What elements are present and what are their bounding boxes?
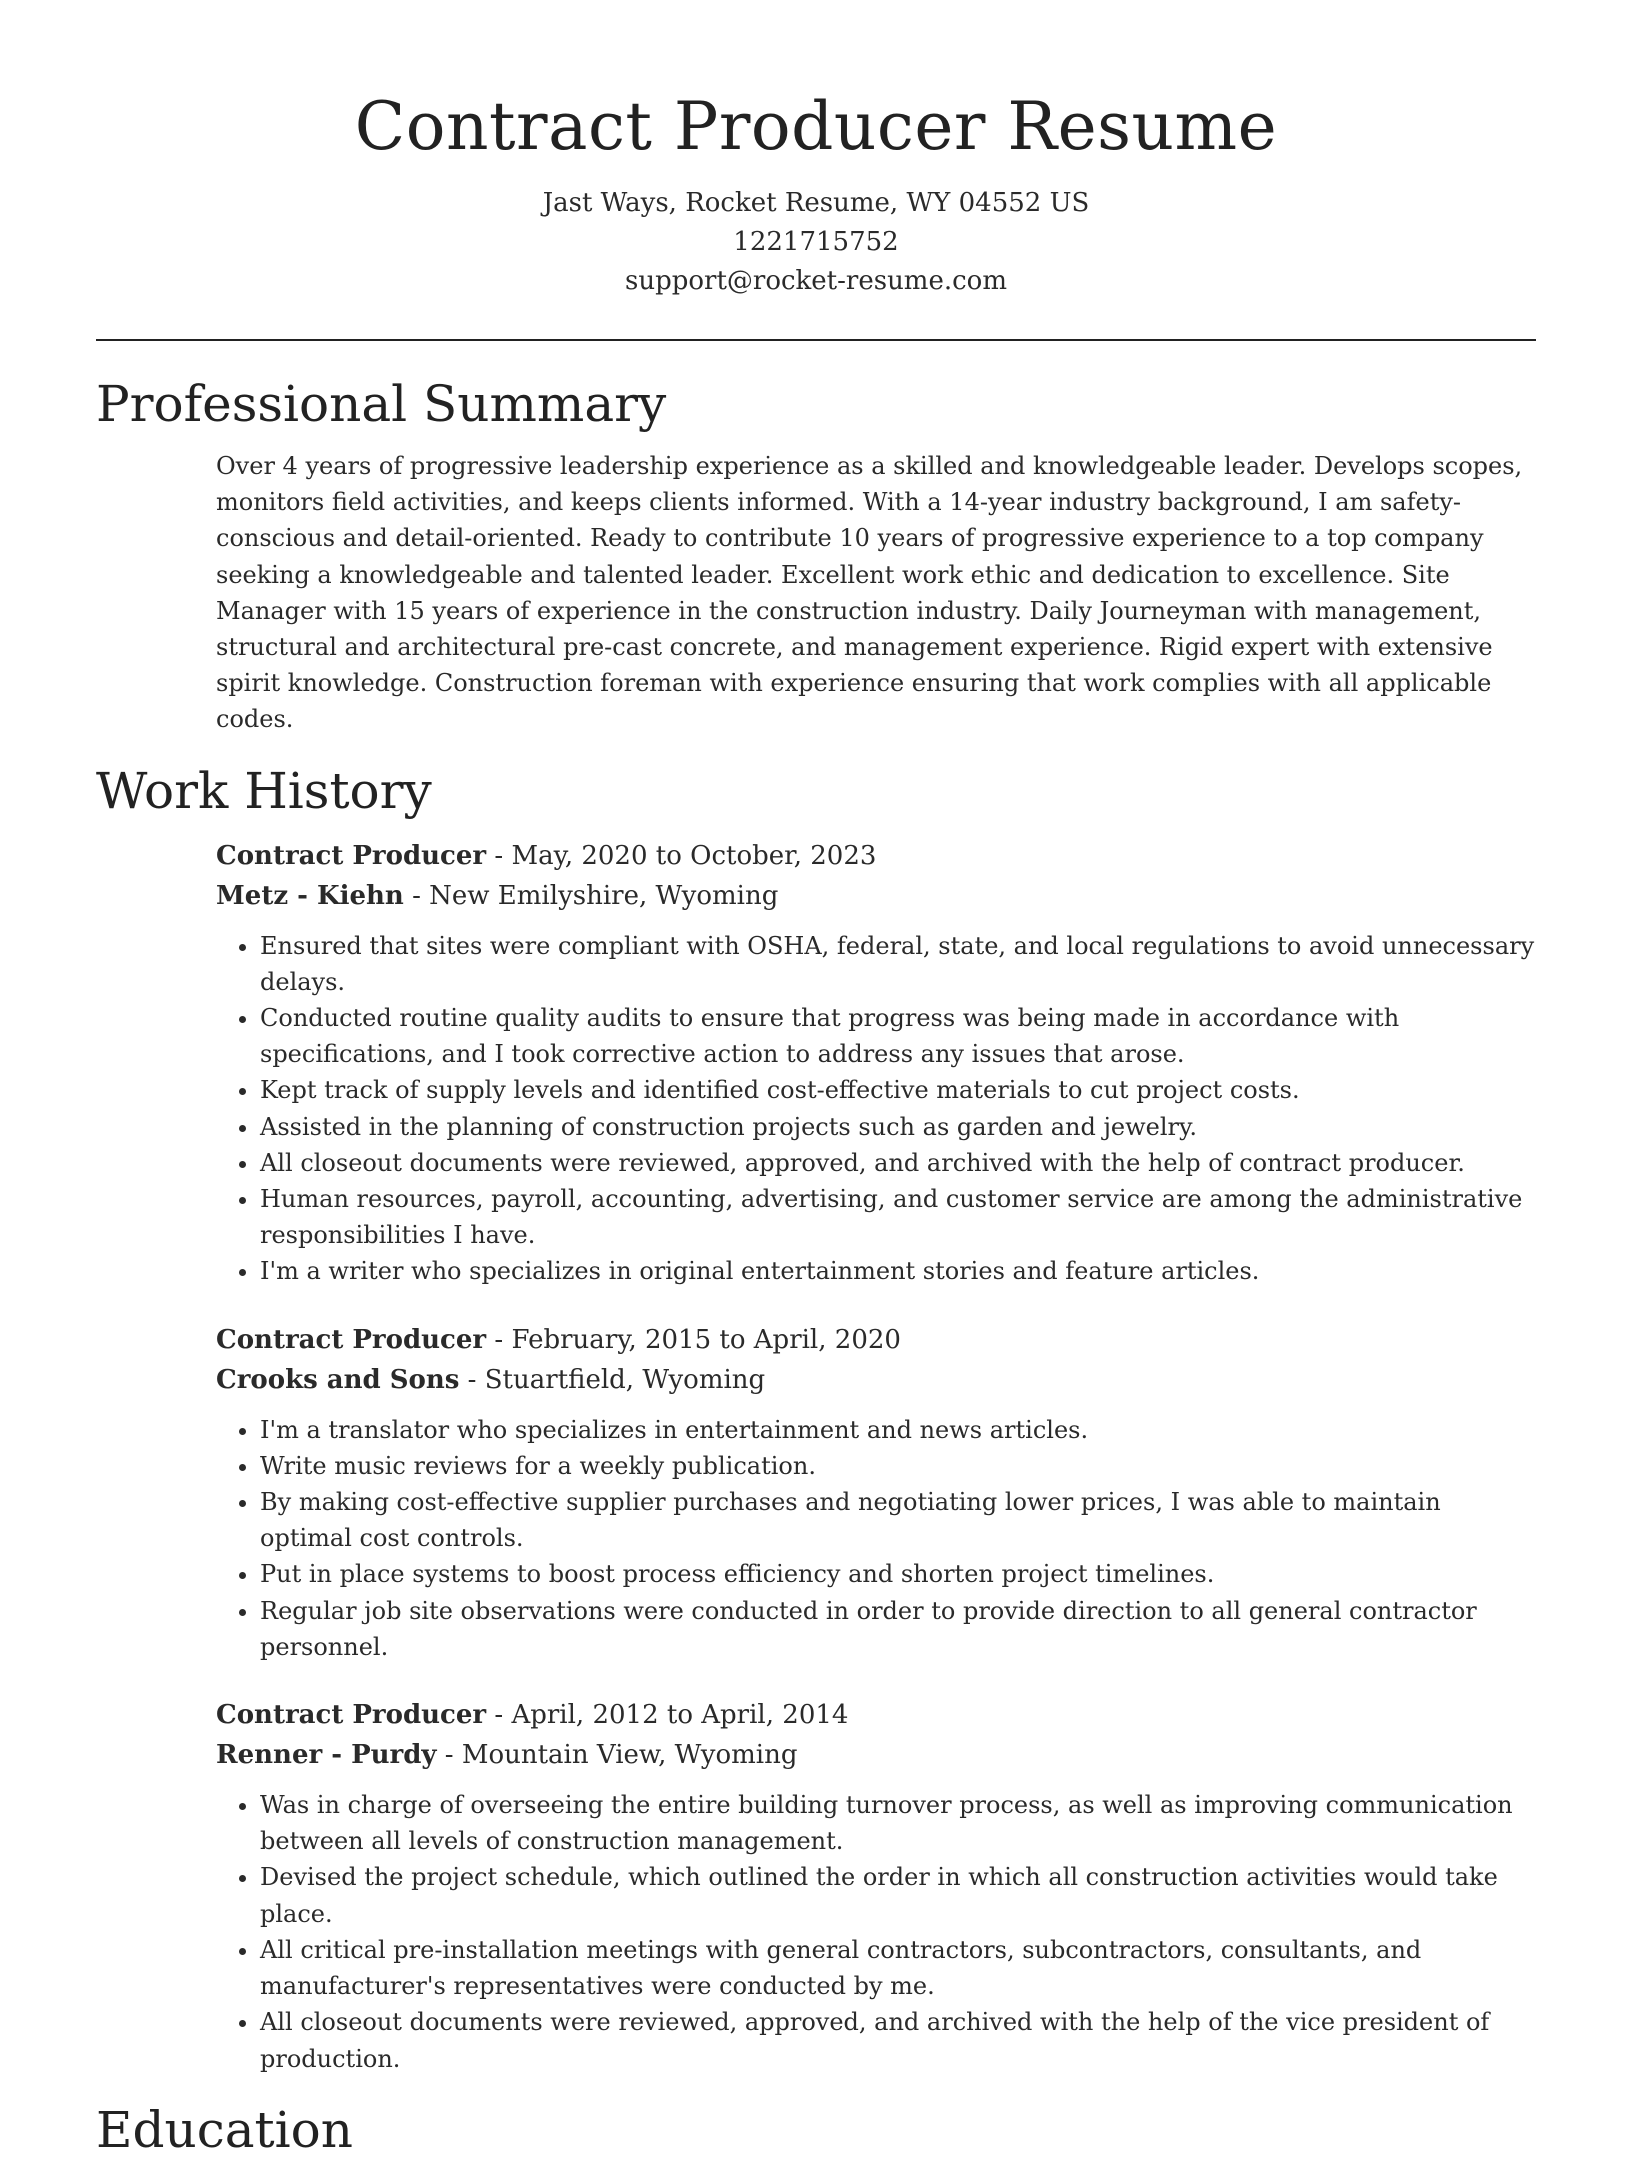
list-item: • All closeout documents were reviewed, approved, and archived with the help of the vice president of production. [260, 2004, 1536, 2076]
job-location: - Mountain View, Wyoming [436, 1740, 798, 1771]
contact-phone: 1221715752 [733, 227, 899, 257]
list-item: • Put in place systems to boost process efficiency and shorten project timelines. [260, 1556, 1536, 1592]
job-entry [216, 1695, 1536, 2077]
job-title: Contract Producer [216, 1700, 487, 1731]
contact-info [96, 184, 1536, 301]
section-title-work-history: Work History [96, 761, 432, 820]
summary-text: Over 4 years of progressive leadership experience as a skilled and knowledgeable leader. Develops scopes, monitors field activities, and keeps clients informed. With a 14-year industry background, I am safety-conscious and detail-oriented. Ready to contribute 10 years of progressive experience to a top company seeking a knowledgeable and talented leader. Excellent work ethic and dedication to excellence. Site Manager with 15 years of experience in the construction industry. Daily Journeyman with management, structural and architectural pre-cast concrete, and management experience. Rigid expert with extensive spirit knowledge. Construction foreman with experience ensuring that work complies with all applicable codes. [216, 452, 1523, 734]
page-title: Contract Producer Resume [354, 88, 1278, 165]
list-item: • Conducted routine quality audits to ensure that progress was being made in accordance with specifications, and I took corrective action to address any issues that arose. [260, 1000, 1536, 1072]
job-dates: - April, 2012 to April, 2014 [486, 1700, 849, 1731]
job-entry [216, 1320, 1536, 1665]
list-item: • I'm a translator who specializes in entertainment and news articles. [260, 1412, 1536, 1448]
section-title-summary: Professional Summary [96, 375, 667, 433]
job-entry [216, 836, 1536, 1290]
list-item: • I'm a writer who specializes in original entertainment stories and feature articles. [260, 1253, 1536, 1289]
list-item: • All closeout documents were reviewed, approved, and archived with the help of contract producer. [260, 1145, 1536, 1181]
header-divider [96, 339, 1536, 341]
contact-address: Jast Ways, Rocket Resume, WY 04552 US [542, 188, 1090, 218]
section-title-education: Education [96, 2100, 353, 2159]
job-title-line [216, 1695, 1536, 1735]
contact-email: support@rocket-resume.com [624, 266, 1007, 296]
list-item: • Regular job site observations were conducted in order to provide direction to all general contractor personnel. [260, 1593, 1536, 1665]
job-company-line [216, 876, 1536, 916]
list-item: • By making cost-effective supplier purchases and negotiating lower prices, I was able to maintain optimal cost controls. [260, 1484, 1536, 1556]
job-company: Crooks and Sons [216, 1364, 460, 1395]
summary-section [96, 448, 1536, 738]
job-company: Renner - Purdy [216, 1740, 437, 1771]
job-dates: - February, 2015 to April, 2020 [486, 1324, 901, 1355]
list-item: • Assisted in the planning of construction projects such as garden and jewelry. [260, 1109, 1536, 1145]
list-item: • All critical pre-installation meetings with general contractors, subcontractors, consultants, and manufacturer's representatives were conducted by me. [260, 1932, 1536, 2004]
job-dates: - May, 2020 to October, 2023 [486, 840, 877, 871]
list-item: • Kept track of supply levels and identified cost-effective materials to cut project costs. [260, 1072, 1536, 1108]
job-bullets [216, 1787, 1536, 2077]
job-title: Contract Producer [216, 840, 487, 871]
resume-page [96, 0, 1536, 2161]
list-item: • Ensured that sites were compliant with OSHA, federal, state, and local regulations to avoid unnecessary delays. [260, 928, 1536, 1000]
resume-header [96, 0, 1536, 301]
job-company-line [216, 1735, 1536, 1775]
list-item: • Human resources, payroll, accounting, advertising, and customer service are among the administrative responsibilities I have. [260, 1181, 1536, 1253]
job-location: - New Emilyshire, Wyoming [403, 880, 779, 911]
job-company: Metz - Kiehn [216, 880, 404, 911]
job-company-line [216, 1360, 1536, 1400]
job-bullets [216, 928, 1536, 1290]
job-location: - Stuartfield, Wyoming [459, 1364, 766, 1395]
job-title-line [216, 836, 1536, 876]
job-bullets [216, 1412, 1536, 1665]
list-item: • Devised the project schedule, which outlined the order in which all construction activities would take place. [260, 1859, 1536, 1931]
job-title: Contract Producer [216, 1324, 487, 1355]
list-item: • Was in charge of overseeing the entire building turnover process, as well as improving communication between all levels of construction management. [260, 1787, 1536, 1859]
work-history-section [96, 836, 1536, 2077]
list-item: • Write music reviews for a weekly publication. [260, 1448, 1536, 1484]
job-title-line [216, 1320, 1536, 1360]
